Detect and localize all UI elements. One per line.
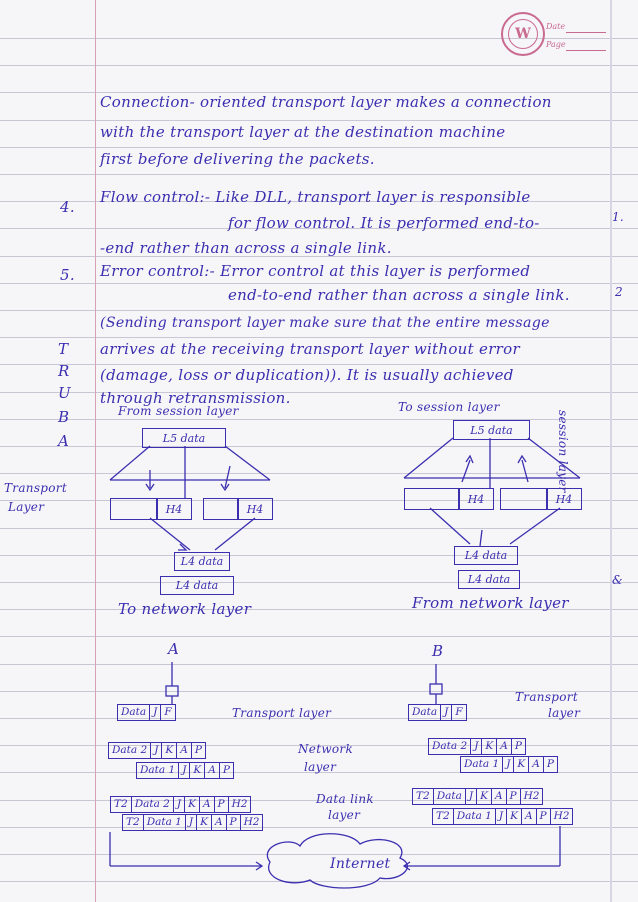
frame-field: T2 — [433, 809, 454, 824]
frame-field: J — [179, 763, 190, 778]
node-port — [166, 686, 178, 696]
text-line: (damage, loss or duplication)). It is usually achieved — [100, 366, 514, 384]
split-line — [225, 446, 270, 480]
frame-field: K — [507, 809, 522, 824]
frame-field: Data 2 — [132, 797, 174, 812]
transport-label-right: Transport — [515, 690, 578, 704]
frame-field: P — [546, 758, 554, 770]
frame-field: H2 — [231, 798, 248, 810]
margin-letter: U — [58, 384, 71, 402]
right-margin-mark: 2 — [615, 285, 623, 299]
frame-field: A — [522, 809, 537, 824]
item-number: 5. — [60, 266, 75, 284]
frame-field: H2 — [243, 816, 260, 828]
frame-field: Data 1 — [137, 763, 179, 778]
l4-data-box: L4 data — [160, 576, 234, 595]
internet-cloud — [267, 834, 407, 888]
frame-field: P — [537, 809, 551, 824]
text-line: Flow control:- Like DLL, transport layer is responsible — [100, 188, 531, 206]
frame-field: Data — [409, 705, 441, 720]
margin-letter: A — [58, 432, 70, 450]
arrowhead — [178, 544, 186, 550]
merge-line — [404, 438, 453, 478]
up-arrow — [480, 530, 482, 546]
h4-header: H4 — [546, 488, 582, 510]
frame-field: K — [197, 815, 212, 830]
l4-data-box: L4 data — [458, 570, 520, 589]
l5-data-box: L5 data — [142, 428, 226, 448]
frame-field: A — [177, 743, 192, 758]
frame-field: T2 — [123, 815, 144, 830]
l4-data-box: L4 data — [174, 552, 230, 571]
frame-field: J — [151, 743, 162, 758]
l5-data-box: L5 data — [453, 420, 530, 440]
text-line: through retransmission. — [100, 389, 291, 407]
frame-field: T2 — [413, 789, 434, 804]
up-arrow — [462, 460, 470, 482]
frame-field: A — [200, 797, 215, 812]
text-line: (Sending transport layer make sure that the entire message — [100, 315, 550, 331]
frame-field: K — [162, 743, 177, 758]
margin-letter: T — [58, 340, 69, 358]
frame-field: Data 1 — [461, 757, 503, 772]
text-line: for flow control. It is performed end-to- — [228, 214, 540, 232]
from-network-label: From network layer — [412, 594, 569, 612]
frame-field: A — [529, 757, 544, 772]
datalink-layer-label: layer — [328, 808, 361, 822]
frame-field: J — [503, 757, 514, 772]
frame-field: P — [507, 789, 521, 804]
right-margin-vertical: session layer — [556, 410, 570, 493]
frame-field: A — [497, 739, 512, 754]
frame-field: J — [441, 705, 452, 720]
node-a-label: A — [168, 640, 180, 658]
merge-line — [215, 518, 255, 550]
to-network-label: To network layer — [118, 600, 252, 618]
split-line — [110, 446, 150, 480]
text-line: Connection- oriented transport layer makes a connection — [100, 93, 552, 111]
date-label: Date — [546, 22, 566, 31]
frame-field: J — [186, 815, 197, 830]
merge-line — [510, 508, 560, 544]
text-line: with the transport layer at the destination machine — [100, 123, 506, 141]
h4-header: H4 — [237, 498, 273, 520]
frame-field: K — [514, 757, 529, 772]
frame-field: K — [185, 797, 200, 812]
network-layer-label: layer — [304, 760, 337, 774]
frame-field: Data 2 — [429, 739, 471, 754]
frame-field: F — [455, 706, 463, 718]
merge-line — [150, 518, 190, 550]
margin-letter: R — [58, 362, 70, 380]
text-line: arrives at the receiving transport layer without error — [100, 340, 520, 358]
merge-line — [528, 438, 580, 478]
transport-label-right: layer — [548, 706, 581, 720]
right-margin-mark: 1. — [612, 210, 625, 224]
to-session-label: To session layer — [398, 400, 500, 414]
frame-field: H2 — [553, 810, 570, 822]
up-arrow — [522, 460, 528, 482]
frame-field: A — [205, 763, 220, 778]
frame-field: F — [164, 706, 172, 718]
frame-field: J — [174, 797, 185, 812]
network-layer-label: Network — [298, 742, 354, 756]
frame-field: Data — [118, 705, 150, 720]
datalink-layer-label: Data link — [316, 792, 374, 806]
frame-field: H2 — [523, 790, 540, 802]
transport-layer-label: Transport layer — [232, 706, 332, 720]
frame-field: P — [194, 744, 202, 756]
frame-field: J — [466, 789, 477, 804]
frame-field: J — [496, 809, 507, 824]
h4-header: H4 — [156, 498, 192, 520]
frame-field: P — [227, 815, 241, 830]
node-b-label: B — [432, 642, 444, 660]
frame-field: A — [212, 815, 227, 830]
frame-field: Data 1 — [144, 815, 186, 830]
frame-field: P — [215, 797, 229, 812]
text-line: -end rather than across a single link. — [100, 239, 392, 257]
frame-field: K — [477, 789, 492, 804]
frame-field: J — [471, 739, 482, 754]
frame-field: K — [190, 763, 205, 778]
frame-field: K — [482, 739, 497, 754]
from-session-label: From session layer — [118, 404, 239, 418]
item-number: 4. — [60, 198, 75, 216]
merge-line — [430, 508, 470, 544]
text-line: end-to-end rather than across a single link. — [228, 286, 570, 304]
frame-field: P — [514, 740, 522, 752]
right-margin-mark: & — [612, 573, 623, 587]
frame-field: Data 1 — [454, 809, 496, 824]
frame-field: A — [492, 789, 507, 804]
frame-field: Data — [434, 789, 466, 804]
frame-field: Data 2 — [109, 743, 151, 758]
frame-field: T2 — [111, 797, 132, 812]
margin-letter: B — [58, 408, 70, 426]
node-port — [430, 684, 442, 694]
text-line: first before delivering the packets. — [100, 150, 375, 168]
frame-field: J — [150, 705, 161, 720]
h4-header: H4 — [458, 488, 494, 510]
frame-field: P — [222, 764, 230, 776]
internet-label: Internet — [330, 856, 391, 872]
margin-label: Layer — [8, 500, 45, 514]
logo-letter: W — [508, 19, 538, 49]
text-line: Error control:- Error control at this layer is performed — [100, 262, 531, 280]
margin-label: Transport — [4, 481, 67, 495]
page-label: Page — [546, 40, 566, 49]
l4-data-box: L4 data — [454, 546, 518, 565]
